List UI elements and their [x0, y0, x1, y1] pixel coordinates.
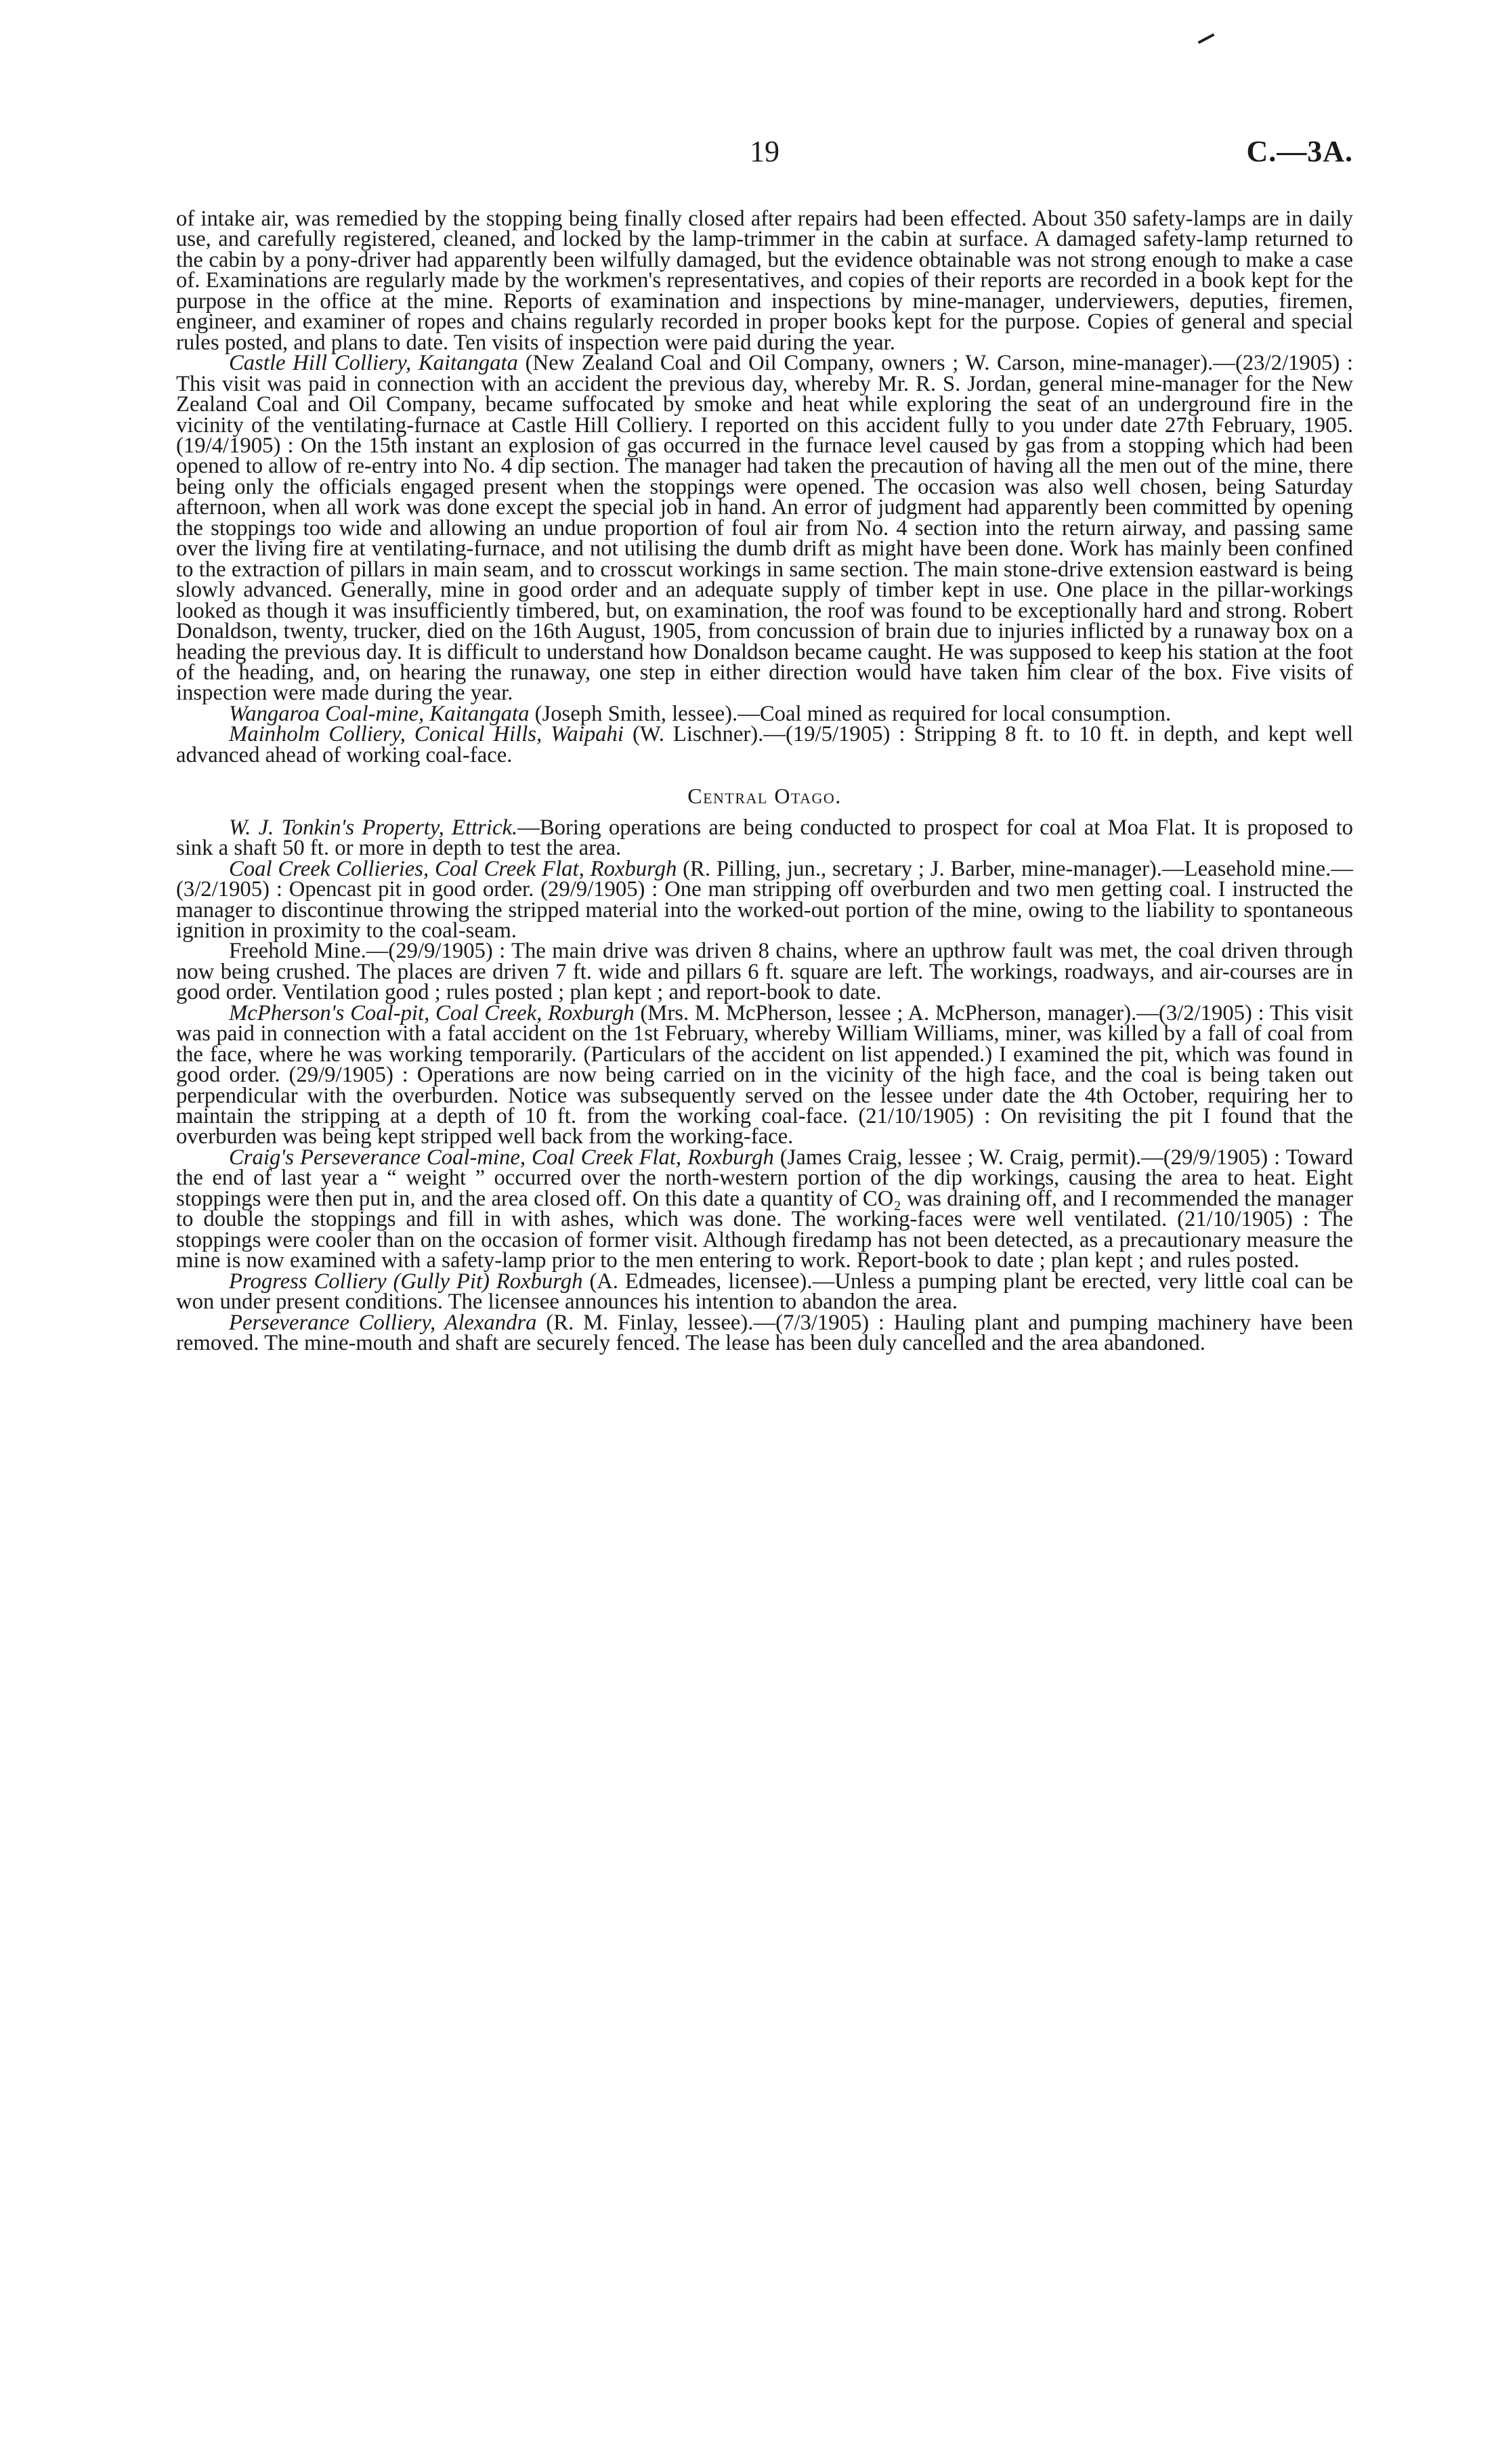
- entry-mainholm: [176, 724, 1353, 765]
- entry-text: (A. Edmeades, licensee).—Unless a pumping plant be erected, very little coal can be won under present conditions. The licensee announces his intention to abandon the area.: [176, 1269, 1353, 1315]
- page-number: 19: [750, 135, 779, 168]
- entry-text: (R. M. Finlay, lessee).—(7/3/1905) : Hauling plant and pumping machinery have been removed. The mine-mouth and shaft are securely fenced. The lease has been duly cancelled and the area abandoned.: [176, 1310, 1353, 1356]
- entry-text: (Mrs. M. McPherson, lessee ; A. McPherson, manager).—(3/2/1905) : This visit was paid in connection with a fatal accident on the 1st February, whereby William Williams, miner, was killed by a fall of coal from the face, where he was working temporarily. (Particulars of the accident on list appended.) I examined the pit, which was found in good order. (29/9/1905) : Operations are now being carried on in the vicinity of the high face, and the coal is being taken out perpendicular with the overburden. Notice was subsequently served on the lessee under date the 4th October, requiring her to maintain the stripping at a depth of 10 ft. from the working coal-face. (21/10/1905) : On revisiting the pit I found that the overburden was being kept stripped well back from the working-face.: [176, 1000, 1354, 1149]
- report-reference: C.—3A.: [1246, 135, 1353, 168]
- entry-craigs-perseverance: [176, 1147, 1353, 1271]
- entry-text: Freehold Mine.—(29/9/1905) : The main drive was driven 8 chains, where an upthrow fault was met, the coal driven through now being crushed. The places are driven 7 ft. wide and pillars 6 ft. square are left. The workings, roadways, and air-courses are in good order. Ventilation good ; rules posted ; plan kept ; and report-book to date.: [176, 939, 1353, 1005]
- intro-paragraph: of intake air, was remedied by the stopping being finally closed after repairs had been effected. About 350 safety-lamps are in daily use, and carefully registered, cleaned, and locked by the lamp-trimmer in the cabin at surface. A damaged safety-lamp returned to the cabin by a pony-driver had apparently been wilfully damaged, but the evidence obtainable was not strong enough to make a case of. Examinations are regularly made by the workmen's representatives, and copies of their reports are recorded in a book kept for the purpose in the office at the mine. Reports of examination and inspections by mine-manager, underviewers, deputies, firemen, engineer, and examiner of ropes and chains regularly recorded in proper books kept for the purpose. Copies of general and special rules posted, and plans to date. Ten visits of inspection were paid during the year.: [176, 207, 1353, 355]
- entry-title: Mainholm Colliery, Conical Hills, Waipahi: [229, 722, 624, 747]
- entry-freehold-mine: [176, 939, 1353, 1005]
- margin-mark: [1198, 33, 1215, 44]
- entry-title: Progress Colliery (Gully Pit) Roxburgh: [229, 1269, 583, 1294]
- entry-perseverance-alexandra: [176, 1310, 1353, 1356]
- entry-title: W. J. Tonkin's Property, Ettrick.: [229, 815, 518, 840]
- entry-coal-creek-collieries: [176, 856, 1353, 943]
- entry-text: (R. Pilling, jun., secretary ; J. Barber, mine-manager).—Leasehold mine.—(3/2/1905) : Opencast pit in good order. (29/9/1905) : One man stripping off overburden and two men getting coal. I instructed the manager to discontinue throwing the stripped material into the worked-out portion of the mine, owing to the liability to spontaneous ignition in proximity to the coal-seam.: [176, 856, 1353, 943]
- entry-title: Craig's Perseverance Coal-mine, Coal Creek Flat, Roxburgh: [229, 1145, 774, 1170]
- entry-text: (James Craig, lessee ; W. Craig, permit).—(29/9/1905) : Toward the end of last year a “ weight ” occurred over the north-western portion of the dip workings, causing the area to heat. Eight stoppings were then put in, and the area closed off. On this date a quantity of CO₂ was draining off, and I recommended the manager to double the stoppings and fill in with ashes, which was done. The working-faces were well ventilated. (21/10/1905) : The stoppings were cooler than on the occasion of former visit. Although firedamp has not been detected, as a precautionary measure the mine is now examined with a safety-lamp prior to the men entering to work. Report-book to date ; plan kept ; and rules posted.: [176, 1145, 1353, 1273]
- entry-text: (W. Lischner).—(19/5/1905) : Stripping 8 ft. to 10 ft. in depth, and kept well advanced ahead of working coal-face.: [176, 722, 1353, 767]
- entry-tonkin: [176, 817, 1353, 859]
- entry-castle-hill: [176, 353, 1353, 704]
- entry-progress-colliery: [176, 1271, 1353, 1313]
- entry-title: Coal Creek Collieries, Coal Creek Flat, Roxburgh: [229, 856, 677, 881]
- entry-text: (Joseph Smith, lessee).—Coal mined as required for local consumption.: [529, 701, 1172, 726]
- section-heading-central-otago: Central Otago.: [687, 784, 842, 809]
- entry-text: —Boring operations are being conducted to prospect for coal at Moa Flat. It is proposed to sink a shaft 50 ft. or more in depth to test the area.: [176, 815, 1353, 861]
- entry-mcpherson: [176, 1000, 1354, 1149]
- entry-title: Castle Hill Colliery, Kaitangata: [229, 351, 518, 376]
- entry-wangaroa: [176, 701, 1353, 726]
- entry-title: Wangaroa Coal-mine, Kaitangata: [229, 701, 530, 726]
- page-header: [176, 134, 1353, 175]
- entry-title: McPherson's Coal-pit, Coal Creek, Roxburgh: [229, 1000, 635, 1025]
- report-body: [176, 207, 1354, 1356]
- entry-text: (New Zealand Coal and Oil Company, owners ; W. Carson, mine-manager).—(23/2/1905) : This visit was paid in connection with an accident the previous day, whereby Mr. R. S. Jordan, general mine-manager for the New Zealand Coal and Oil Company, became suffocated by smoke and heat while exploring the seat of an underground fire in the vicinity of the ventilating-furnace at Castle Hill Colliery. I reported on this accident fully to you under date 27th February, 1905. (19/4/1905) : On the 15th instant an explosion of gas occurred in the furnace level caused by gas from a stopping which had been opened to allow of re-entry into No. 4 dip section. The manager had taken the precaution of having all the men out of the mine, there being only the officials engaged present when the stoppings were opened. The occasion was also well chosen, being Saturday afternoon, when all work was done except the special job in hand. An error of judgment had apparently been committed by opening the stoppings too wide and allowing an undue proportion of foul air from No. 4 section into the return airway, and passing same over the living fire at ventilating-furnace, and not utilising the dumb drift as might have been done. Work has mainly been confined to the extraction of pillars in main seam, and to crosscut workings in same section. The main stone-drive extension eastward is being slowly advanced. Generally, mine in good order and an adequate supply of timber kept in use. One place in the pillar-workings looked as though it was insufficiently timbered, but, on examination, the roof was found to be exceptionally hard and strong. Robert Donaldson, twenty, trucker, died on the 16th August, 1905, from concussion of brain due to injuries inflicted by a runaway box on a heading the previous day. It is difficult to understand how Donaldson became caught. He was supposed to keep his station at the foot of the heading, and, on hearing the runaway, one step in either direction would have taken him clear of the box. Five visits of inspection were made during the year.: [176, 351, 1354, 706]
- entry-title: Perseverance Colliery, Alexandra: [229, 1310, 537, 1335]
